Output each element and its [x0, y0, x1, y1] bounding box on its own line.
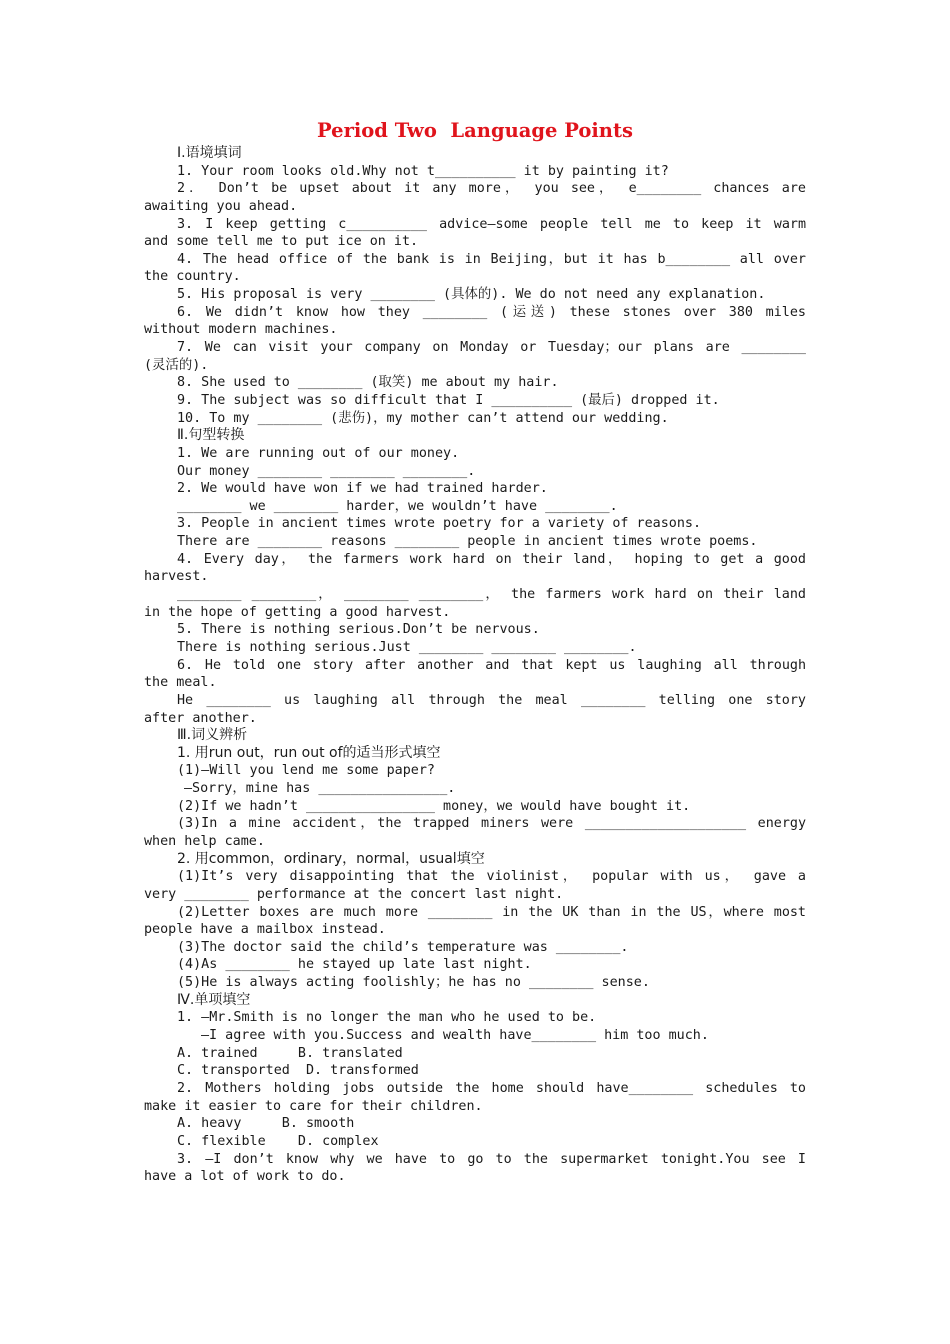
- text-line: A. trained B. translated: [177, 1045, 403, 1061]
- text-line: (4)As ________ he stayed up late last night.: [177, 957, 532, 973]
- text-line: 5. His proposal is very ________ (具体的). We do not need any explanation.: [177, 287, 766, 303]
- text-line: (3)The doctor said the child’s temperature was ________.: [177, 939, 629, 955]
- text-line: (灵活的).: [144, 357, 209, 373]
- text-line: (1)—Will you lend me some paper?: [177, 763, 435, 779]
- text-line: 2. We would have won if we had trained harder.: [177, 481, 548, 497]
- exercise-body: [144, 145, 806, 1186]
- text-line: 4. Every day， the farmers work hard on their land， hoping to get a good: [177, 551, 806, 567]
- text-line: 3. —I don’t know why we have to go to the supermarket tonight.You see I: [177, 1151, 806, 1167]
- text-line: very ________ performance at the concert last night.: [144, 886, 564, 902]
- text-line: without modern machines.: [144, 322, 338, 338]
- text-line: awaiting you ahead.: [144, 198, 298, 214]
- text-line: in the hope of getting a good harvest.: [144, 604, 451, 620]
- text-line: and some tell me to put ice on it.: [144, 234, 419, 250]
- text-line: C. transported D. transformed: [177, 1063, 419, 1079]
- text-line: A. heavy B. smooth: [177, 1116, 355, 1132]
- text-line: 1. We are running out of our money.: [177, 445, 460, 461]
- text-line: 1. Your room looks old.Why not t̲_________ it by painting it?: [177, 163, 669, 179]
- text-line: There are ________ reasons ________ people in ancient times wrote poems.: [177, 534, 758, 550]
- text-line: Our money ________ ________ ________.: [177, 463, 476, 479]
- text-line: ________ ________， ________ ________， the farmers work hard on their land: [177, 587, 806, 603]
- text-line: 2. Mothers holding jobs outside the home should have________ schedules to: [177, 1080, 806, 1096]
- text-line: people have a mailbox instead.: [144, 922, 386, 938]
- text-line: (5)He is always acting foolishly；he has no ________ sense.: [177, 975, 650, 991]
- text-line: (1)It’s very disappointing that the violinist， popular with us， gave a: [177, 869, 806, 885]
- text-line: —I agree with you.Success and wealth have________ him too much.: [201, 1028, 709, 1044]
- section-heading: Ⅰ.语境填词: [177, 145, 242, 161]
- text-line: have a lot of work to do.: [144, 1169, 346, 1185]
- text-line: 6. We didn’t know how they ________ (运送) these stones over 380 miles: [177, 304, 806, 320]
- text-line: He ________ us laughing all through the meal ________ telling one story: [177, 692, 806, 708]
- text-line: 3. I keep getting c̲_________ advice—some people tell me to keep it warm: [177, 216, 806, 232]
- text-line: the meal.: [144, 675, 217, 691]
- text-line: 10. To my ________ (悲伤)，my mother can’t attend our wedding.: [177, 410, 669, 426]
- section-heading: Ⅲ.词义辨析: [177, 727, 248, 744]
- text-line: 2． Don’t be upset about it any more， you see， e̲_______ chances are: [177, 181, 806, 197]
- text-line: —Sorry，mine has ________________.: [184, 781, 456, 797]
- text-line: the country.: [144, 269, 241, 285]
- text-line: ________ we ________ harder，we wouldn’t have ________.: [177, 498, 618, 514]
- text-line: 8. She used to ________ (取笑) me about my hair.: [177, 375, 559, 391]
- text-line: 9. The subject was so difficult that I __________ (最后) dropped it.: [177, 392, 720, 408]
- text-line: (2)Letter boxes are much more ________ in the UK than in the US，where most: [177, 904, 806, 920]
- text-line: 1. —Mr.Smith is no longer the man who he used to be.: [177, 1010, 597, 1026]
- text-line: 3. People in ancient times wrote poetry for a variety of reasons.: [177, 516, 702, 532]
- text-line: 5. There is nothing serious.Don’t be nervous.: [177, 622, 540, 638]
- text-line: C. flexible D. complex: [177, 1133, 379, 1149]
- section-heading: 2. 用common，ordinary，normal，usual填空: [177, 850, 485, 867]
- text-line: 4. The head office of the bank is in Beijing，but it has b̲_______ all over: [177, 251, 806, 267]
- text-line: harvest.: [144, 569, 209, 585]
- section-heading: 1. 用run out，run out of的适当形式填空: [177, 744, 441, 761]
- section-heading: Ⅱ.句型转换: [177, 427, 245, 444]
- page-title: Period Two Language Points: [317, 119, 633, 142]
- text-line: 6. He told one story after another and that kept us laughing all through: [177, 657, 806, 673]
- document-page: [144, 118, 806, 1186]
- text-line: There is nothing serious.Just ________ ________ ________.: [177, 639, 637, 655]
- text-line: when help came.: [144, 833, 265, 849]
- text-line: (2)If we hadn’t ________________ money，we would have bought it.: [177, 798, 691, 814]
- section-heading: Ⅳ.单项填空: [177, 991, 251, 1008]
- text-line: (3)In a mine accident，the trapped miners were ____________________ energy: [177, 816, 806, 832]
- text-line: 7. We can visit your company on Monday or Tuesday；our plans are ________: [177, 340, 806, 356]
- text-line: after another.: [144, 710, 257, 726]
- text-line: make it easier to care for their children.: [144, 1098, 483, 1114]
